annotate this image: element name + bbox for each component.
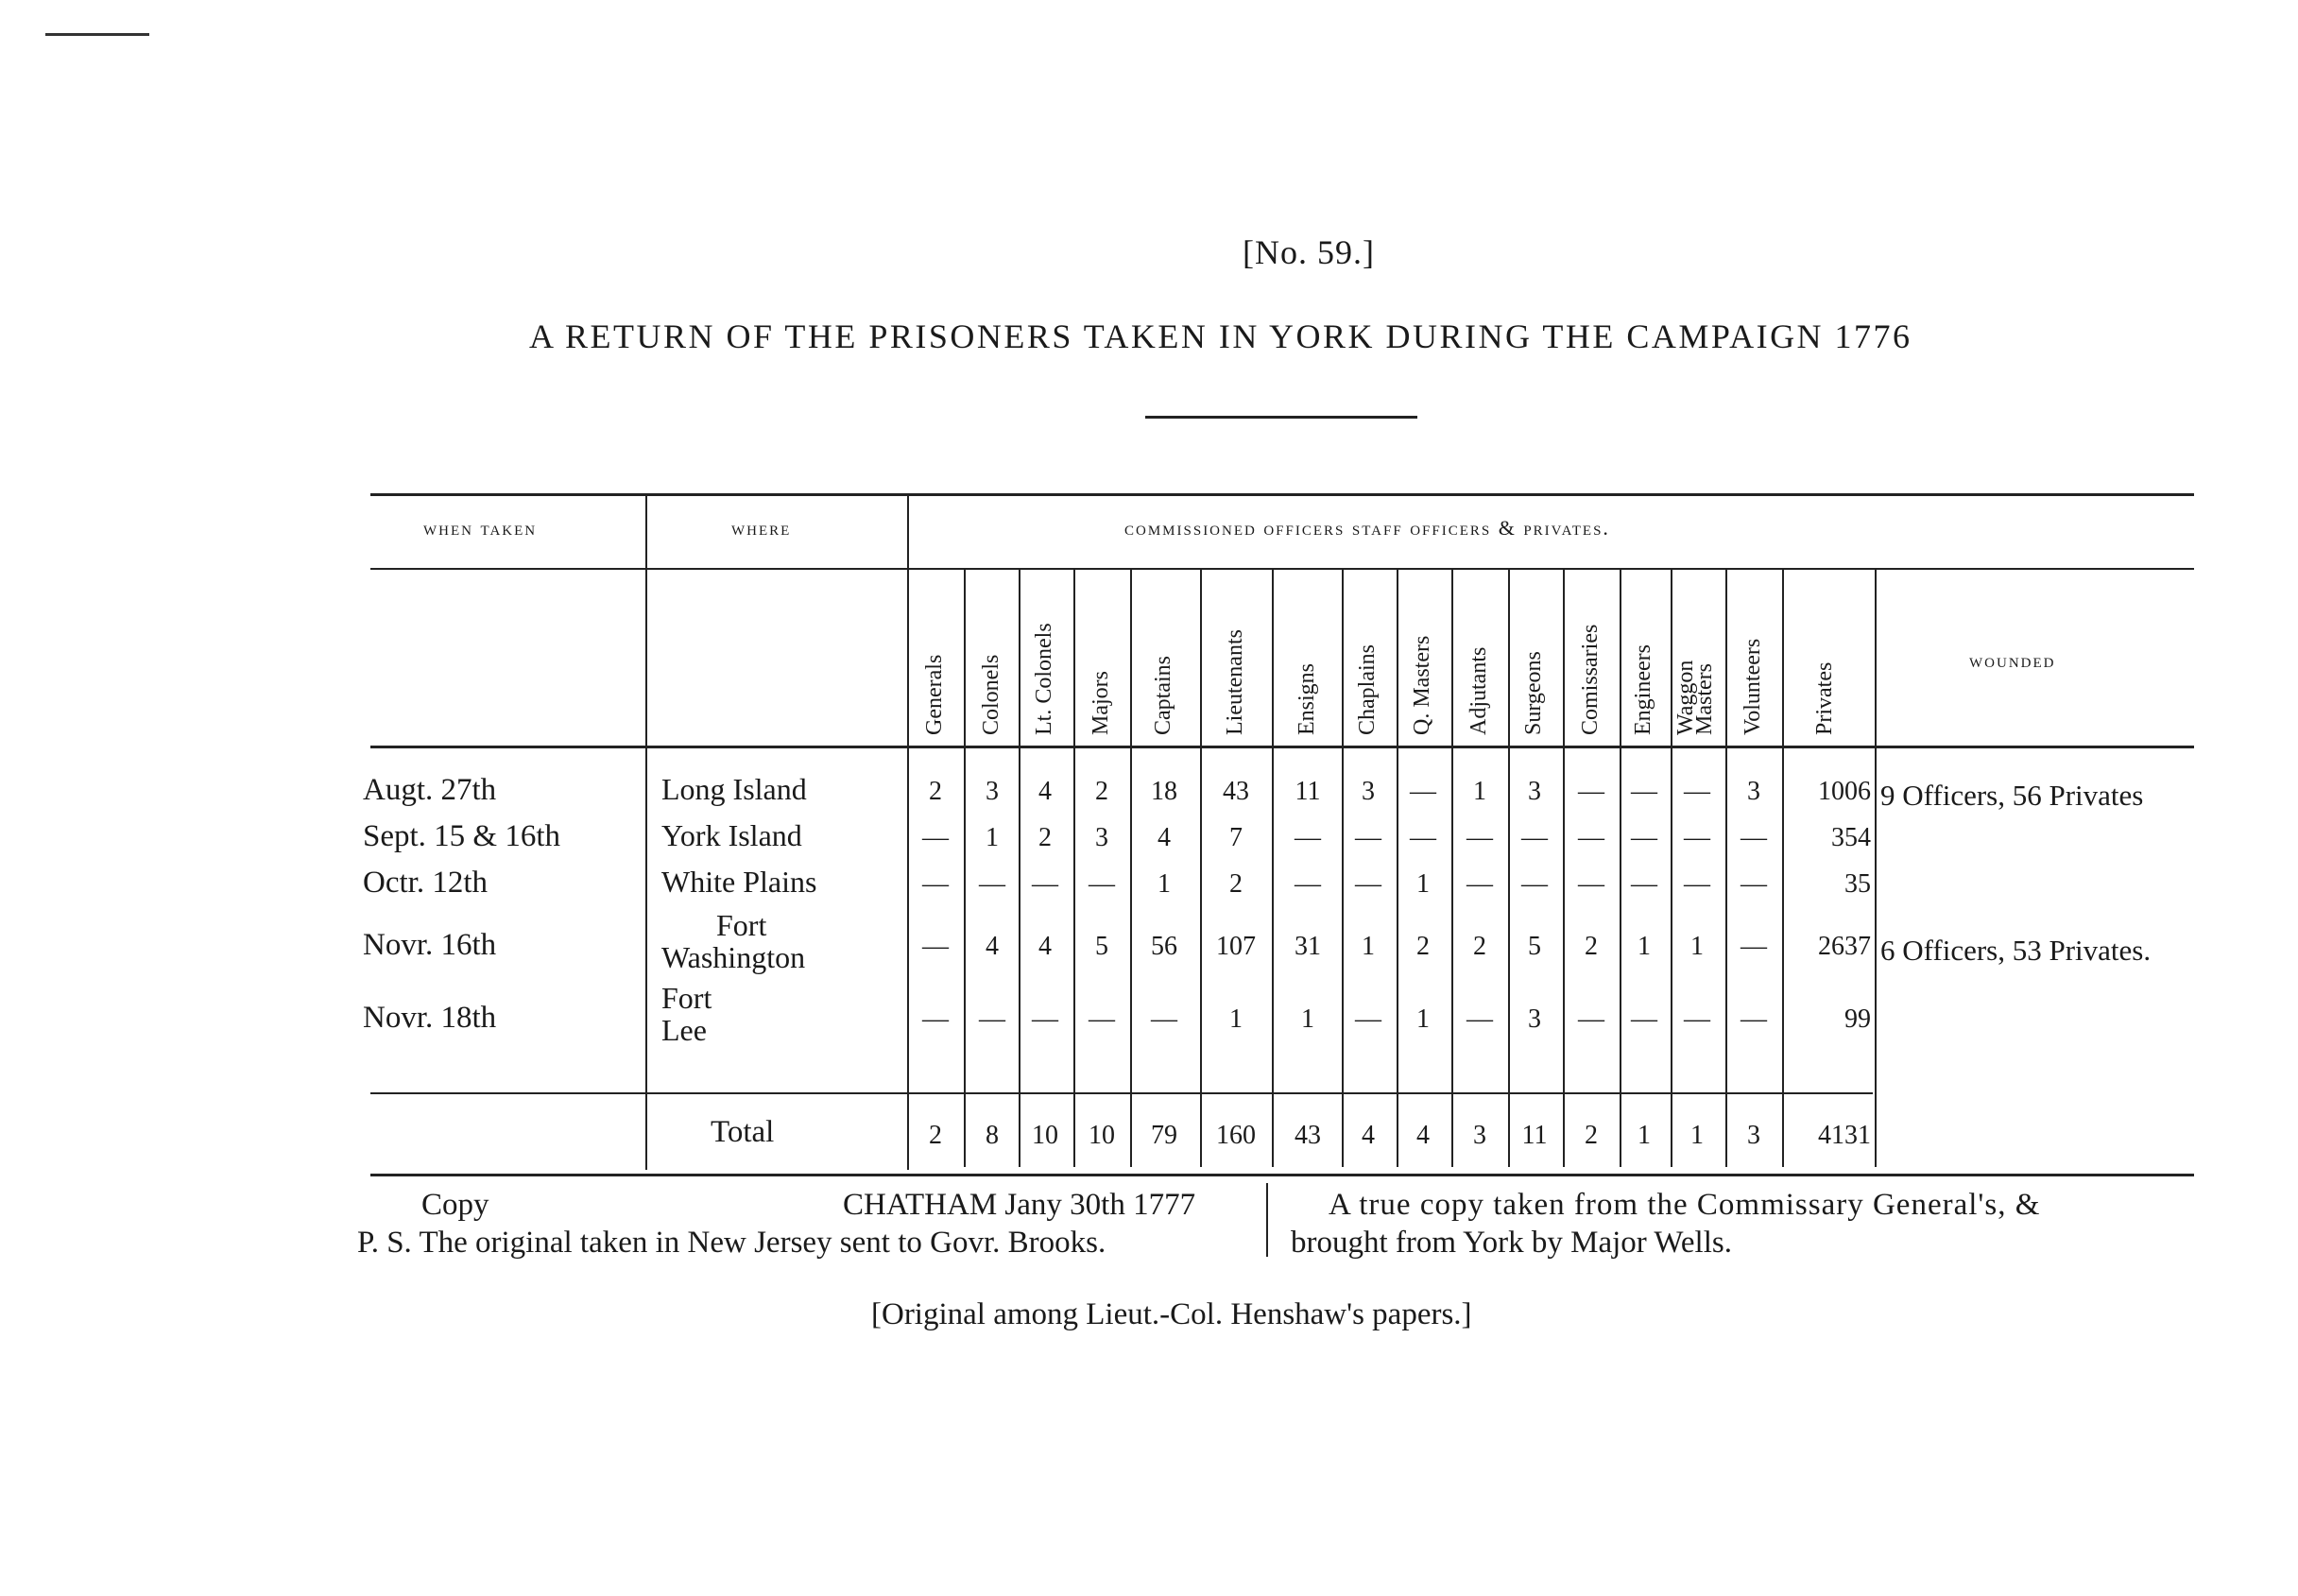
table-cell: 3 xyxy=(1528,777,1541,806)
table-cell: — xyxy=(1466,1004,1493,1034)
column-header-lt-colonels: Lt. Colonels xyxy=(1032,623,1056,735)
column-divider xyxy=(1563,570,1565,1167)
header-divider-rule xyxy=(370,568,2194,570)
table-cell: — xyxy=(979,869,1005,899)
table-cell: 11 xyxy=(1295,777,1321,806)
table-cell: 3 xyxy=(1528,1004,1541,1034)
table-cell: 4 xyxy=(1038,777,1052,806)
table-cell: — xyxy=(1631,869,1657,899)
table-cell: 1 xyxy=(1416,869,1430,899)
table-cell: — xyxy=(1295,823,1321,852)
table-cell: 1 xyxy=(1416,1004,1430,1034)
table-cell: 2 xyxy=(1473,932,1486,961)
table-cell: 1 xyxy=(986,823,999,852)
total-cell: 11 xyxy=(1521,1121,1548,1150)
header-where: where xyxy=(731,516,792,540)
privates-cell: 35 xyxy=(1844,869,1871,899)
footer-copy: Copy xyxy=(421,1188,489,1222)
table-cell: 2 xyxy=(929,777,942,806)
table-cell: — xyxy=(1684,869,1710,899)
column-header-generals: Generals xyxy=(922,654,947,735)
table-cell: — xyxy=(1684,1004,1710,1034)
column-header-adjutants: Adjutants xyxy=(1466,646,1491,735)
table-cell: 2 xyxy=(1229,869,1243,899)
column-divider xyxy=(1508,570,1510,1167)
privates-cell: 99 xyxy=(1844,1004,1871,1034)
column-header-colonels: Colonels xyxy=(979,654,1003,735)
footer-place-date: CHATHAM Jany 30th 1777 xyxy=(843,1188,1196,1222)
table-cell: — xyxy=(1578,777,1604,806)
column-header-lieutenants: Lieutenants xyxy=(1223,629,1247,735)
total-cell: 1 xyxy=(1638,1121,1651,1150)
column-header-privates: Privates xyxy=(1812,661,1837,735)
total-cell: 4 xyxy=(1416,1121,1430,1150)
table-cell: 1 xyxy=(1158,869,1171,899)
wounded-cell: 6 Officers, 53 Privates. xyxy=(1880,934,2152,967)
table-cell: — xyxy=(1151,1004,1177,1034)
table-cell: — xyxy=(1089,1004,1115,1034)
table-cell: — xyxy=(1295,869,1321,899)
table-cell: 5 xyxy=(1528,932,1541,961)
column-divider xyxy=(964,570,966,1167)
column-header-captains: Captains xyxy=(1151,656,1175,735)
column-header-waggon-masters: Waggon Masters xyxy=(1673,660,1717,735)
column-divider xyxy=(1875,570,1877,1167)
table-cell: 1 xyxy=(1229,1004,1243,1034)
table-cell: 56 xyxy=(1151,932,1177,961)
table-cell: — xyxy=(1741,869,1767,899)
footer-true-copy-line2: brought from York by Major Wells. xyxy=(1291,1226,1732,1260)
column-divider xyxy=(1397,570,1398,1167)
footer-divider xyxy=(1266,1183,1268,1257)
table-cell: 7 xyxy=(1229,823,1243,852)
table-cell: 4 xyxy=(986,932,999,961)
table-cell: — xyxy=(1521,869,1548,899)
table-cell: — xyxy=(979,1004,1005,1034)
row-where-line1: Fort xyxy=(661,981,712,1015)
header-group: commissioned officers staff officers & privates. xyxy=(1124,516,1610,540)
table-cell: 3 xyxy=(1362,777,1375,806)
table-cell: — xyxy=(1089,869,1115,899)
table-cell: 3 xyxy=(1747,777,1760,806)
row-where-line2: Lee xyxy=(661,1013,707,1047)
table-cell: — xyxy=(1578,1004,1604,1034)
row-when-taken: Augt. 27th xyxy=(363,773,497,807)
table-cell: 2 xyxy=(1416,932,1430,961)
table-cell: 2 xyxy=(1585,932,1598,961)
table-cell: 31 xyxy=(1295,932,1321,961)
table-cell: — xyxy=(1032,1004,1058,1034)
table-cell: 1 xyxy=(1473,777,1486,806)
column-divider xyxy=(1451,570,1453,1167)
table-cell: 43 xyxy=(1223,777,1249,806)
row-when-taken: Novr. 16th xyxy=(363,928,497,962)
table-top-rule xyxy=(370,493,2194,496)
total-cell: 3 xyxy=(1747,1121,1760,1150)
column-divider xyxy=(1671,570,1672,1167)
total-cell: 79 xyxy=(1151,1121,1177,1150)
wounded-cell: 9 Officers, 56 Privates xyxy=(1880,779,2144,812)
header-wounded: wounded xyxy=(1969,648,2056,672)
table-cell: 3 xyxy=(986,777,999,806)
row-where: White Plains xyxy=(661,865,817,899)
row-where: York Island xyxy=(661,818,802,852)
table-cell: — xyxy=(1355,1004,1381,1034)
column-header-majors: Majors xyxy=(1089,671,1113,735)
when-where-divider xyxy=(645,496,647,1170)
column-divider xyxy=(1342,570,1344,1167)
column-header-comissaries: Comissaries xyxy=(1578,624,1603,735)
table-cell: 1 xyxy=(1362,932,1375,961)
column-divider xyxy=(1272,570,1274,1167)
scan-mark xyxy=(45,33,149,36)
column-divider xyxy=(1019,570,1020,1167)
table-cell: — xyxy=(1032,869,1058,899)
document-number: [No. 59.] xyxy=(1243,233,1375,271)
column-header-ensigns: Ensigns xyxy=(1295,662,1319,735)
row-where: Long Island xyxy=(661,772,807,806)
table-cell: 2 xyxy=(1038,823,1052,852)
column-header-q-masters: Q. Masters xyxy=(1410,635,1434,735)
column-divider xyxy=(1200,570,1202,1167)
total-cell: 3 xyxy=(1473,1121,1486,1150)
total-cell: 1 xyxy=(1690,1121,1704,1150)
table-cell: — xyxy=(1466,869,1493,899)
total-cell: 10 xyxy=(1089,1121,1115,1150)
table-cell: 5 xyxy=(1095,932,1108,961)
table-cell: — xyxy=(1578,869,1604,899)
total-cell: 10 xyxy=(1032,1121,1058,1150)
table-cell: — xyxy=(922,932,949,961)
table-cell: — xyxy=(1741,823,1767,852)
column-divider xyxy=(1130,570,1132,1167)
column-header-surgeons: Surgeons xyxy=(1521,651,1546,735)
table-cell: — xyxy=(1631,777,1657,806)
row-where-line1: Fort xyxy=(716,908,767,942)
row-where-line2: Washington xyxy=(661,940,806,974)
total-cell: 4 xyxy=(1362,1121,1375,1150)
table-cell: 4 xyxy=(1158,823,1171,852)
total-label: Total xyxy=(711,1115,775,1149)
table-cell: 1 xyxy=(1690,932,1704,961)
table-cell: — xyxy=(1355,823,1381,852)
total-cell: 160 xyxy=(1216,1121,1256,1150)
table-cell: — xyxy=(1466,823,1493,852)
footer-true-copy-line1: A true copy taken from the Commissary General's, & xyxy=(1329,1188,2041,1222)
header-when-taken: when taken xyxy=(423,516,538,540)
total-cell: 2 xyxy=(929,1121,942,1150)
table-cell: — xyxy=(922,1004,949,1034)
footer-ps: P. S. The original taken in New Jersey sent to Govr. Brooks. xyxy=(357,1226,1106,1260)
row-when-taken: Sept. 15 & 16th xyxy=(363,819,561,853)
table-cell: — xyxy=(922,869,949,899)
privates-cell: 354 xyxy=(1831,823,1871,852)
footer-source-note: [Original among Lieut.-Col. Henshaw's papers.] xyxy=(871,1297,1472,1331)
column-divider xyxy=(1073,570,1075,1167)
table-cell: — xyxy=(1521,823,1548,852)
table-cell: 107 xyxy=(1216,932,1256,961)
table-cell: 1 xyxy=(1638,932,1651,961)
table-bottom-rule xyxy=(370,1174,2194,1176)
table-cell: — xyxy=(1410,823,1436,852)
table-cell: 18 xyxy=(1151,777,1177,806)
table-cell: 2 xyxy=(1095,777,1108,806)
table-cell: — xyxy=(1355,869,1381,899)
table-cell: 4 xyxy=(1038,932,1052,961)
total-cell: 2 xyxy=(1585,1121,1598,1150)
table-cell: — xyxy=(1631,823,1657,852)
privates-cell: 2637 xyxy=(1818,932,1871,961)
column-divider xyxy=(1782,570,1784,1167)
column-header-bottom-rule xyxy=(370,746,2194,748)
table-cell: — xyxy=(1578,823,1604,852)
total-cell: 8 xyxy=(986,1121,999,1150)
table-cell: — xyxy=(922,823,949,852)
column-divider xyxy=(1725,570,1727,1167)
column-divider xyxy=(1620,570,1621,1167)
row-when-taken: Novr. 18th xyxy=(363,1001,497,1035)
table-cell: 3 xyxy=(1095,823,1108,852)
column-header-chaplains: Chaplains xyxy=(1355,644,1380,735)
total-top-rule xyxy=(370,1092,1873,1094)
column-header-engineers: Engineers xyxy=(1631,644,1655,735)
table-cell: — xyxy=(1684,823,1710,852)
total-cell: 43 xyxy=(1295,1121,1321,1150)
table-cell: — xyxy=(1741,932,1767,961)
table-cell: 1 xyxy=(1301,1004,1314,1034)
table-cell: — xyxy=(1410,777,1436,806)
table-cell: — xyxy=(1684,777,1710,806)
title-divider xyxy=(1145,416,1417,419)
table-cell: — xyxy=(1631,1004,1657,1034)
total-privates-cell: 4131 xyxy=(1818,1121,1871,1150)
table-cell: — xyxy=(1741,1004,1767,1034)
document-title: A RETURN OF THE PRISONERS TAKEN IN YORK DURING THE CAMPAIGN 1776 xyxy=(529,317,1912,355)
row-when-taken: Octr. 12th xyxy=(363,866,488,900)
privates-cell: 1006 xyxy=(1818,777,1871,806)
column-header-volunteers: Volunteers xyxy=(1741,638,1765,735)
